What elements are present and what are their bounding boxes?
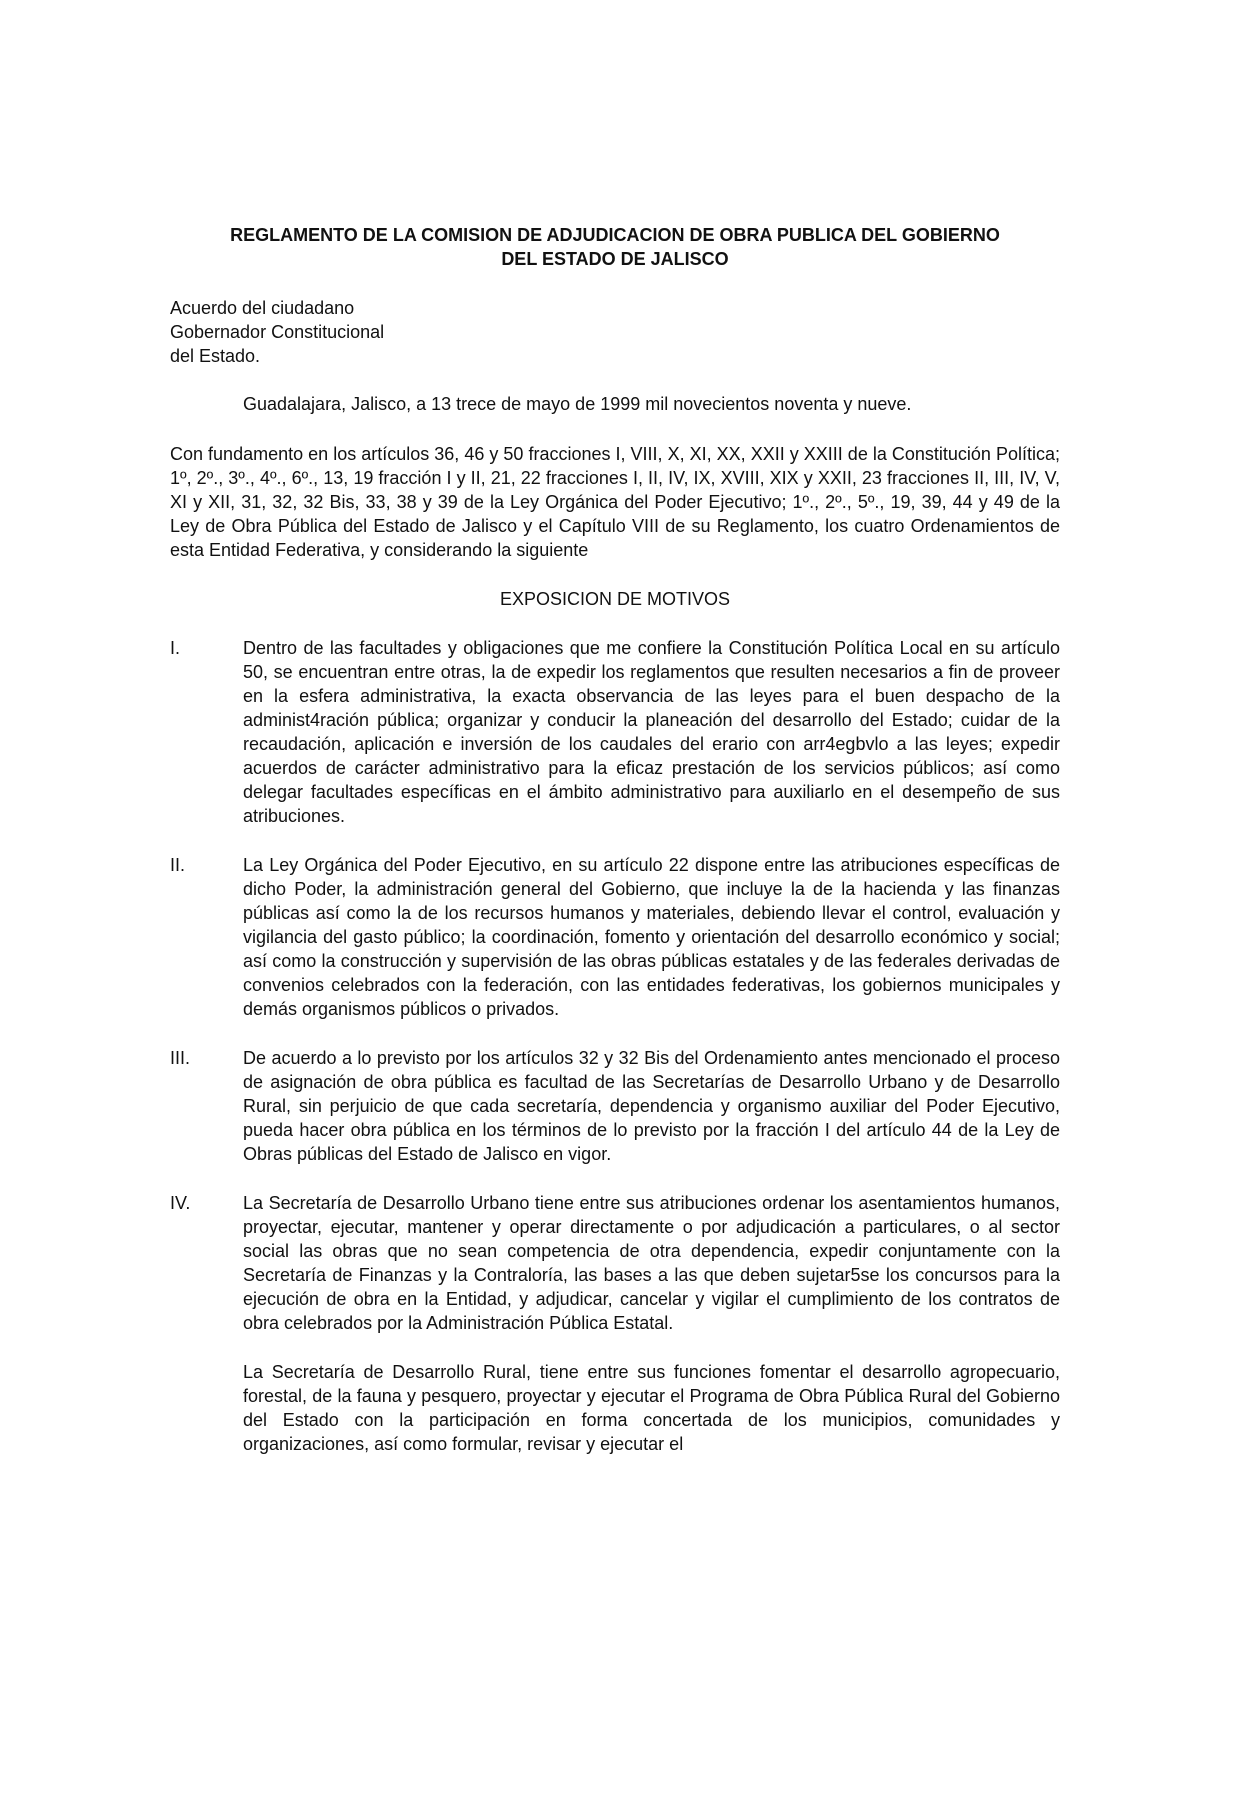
date-line: Guadalajara, Jalisco, a 13 trece de mayo de 1999 mil novecientos noventa y nueve. — [243, 394, 912, 414]
document-title — [170, 223, 1060, 271]
motivo-text: De acuerdo a lo previsto por los artículos 32 y 32 Bis del Ordenamiento antes mencionado el proceso de asignación de obra pública es facultad de las Secretarías de Desarrollo Urbano y de Desarrollo Rural, sin perjuicio de que cada secretaría, dependencia y organismo auxiliar del Poder Ejecutivo, pueda hacer obra pública en los términos de lo previsto por la fracción I del artículo 44 de la Ley de Obras públicas del Estado de Jalisco en vigor. — [243, 1048, 1060, 1164]
acuerdo-block — [170, 296, 1060, 368]
motivo-number: I. — [170, 638, 181, 658]
motivo-text: La Secretaría de Desarrollo Urbano tiene entre sus atribuciones ordenar los asentamientos humanos, proyectar, ejecutar, mantener y operar directamente o por adjudicación a particulares, o al sector social las obras que no sean competencia de otra dependencia, expedir conjuntamente con la Secretaría de Finanzas y la Contraloría, las bases a las que deben sujetar5se los concursos para la ejecución de obra en la Entidad, y adjudicar, cancelar y vigilar el cumplimiento de los contratos de obra celebrados por la Administración Pública Estatal. — [243, 1193, 1060, 1333]
motivo-item — [170, 1046, 1060, 1166]
acuerdo-line: Gobernador Constitucional — [170, 322, 385, 342]
title-line-2: DEL ESTADO DE JALISCO — [501, 249, 729, 269]
motivo-item — [170, 853, 1060, 1021]
fundamento-paragraph: Con fundamento en los artículos 36, 46 y 50 fracciones I, VIII, X, XI, XX, XXII y XXIII de la Constitución Política; 1º, 2º., 3º., 4º., 6º., 13, 19 fracción I y II, 21, 22 fracciones I, II, IV, IX, XVIII, XIX y XXII, 23 fracciones II, III, IV, V, XI y XII, 31, 32, 32 Bis, 33, 38 y 39 de la Ley Orgánica del Poder Ejecutivo; 1º., 2º., 5º., 19, 39, 44 y 49 de la Ley de Obra Pública del Estado de Jalisco y el Capítulo VIII de su Reglamento, los cuatro Ordenamientos de esta Entidad Federativa, y considerando la siguiente — [170, 444, 1060, 560]
continuation-paragraph: La Secretaría de Desarrollo Rural, tiene entre sus funciones fomentar el desarrollo agropecuario, forestal, de la fauna y pesquero, proyectar y ejecutar el Programa de Obra Pública Rural del Gobierno del Estado con la participación en forma concertada de los municipios, comunidades y organizaciones, así como formular, revisar y ejecutar el — [243, 1362, 1060, 1454]
acuerdo-line: del Estado. — [170, 346, 261, 366]
document-body — [170, 223, 1060, 1456]
motivo-text: Dentro de las facultades y obligaciones que me confiere la Constitución Política Local en su artículo 50, se encuentran entre otras, la de expedir los reglamentos que resulten necesarios a fin de proveer en la esfera administrativa, la exacta observancia de las leyes para el buen despacho de la administ4ración pública; organizar y conducir la planeación del desarrollo del Estado; cuidar de la recaudación, aplicación e inversión de los caudales del erario con arr4egbvlo a las leyes; expedir acuerdos de carácter administrativo para la eficaz prestación de los servicios públicos; así como delegar facultades específicas en el ámbito administrativo para auxiliarlo en el desempeño de sus atribuciones. — [243, 638, 1060, 826]
title-line-1: REGLAMENTO DE LA COMISION DE ADJUDICACION DE OBRA PUBLICA DEL GOBIERNO — [230, 225, 1000, 245]
motivo-item — [170, 1191, 1060, 1335]
motivo-number: II. — [170, 855, 186, 875]
section-heading: EXPOSICION DE MOTIVOS — [499, 589, 731, 609]
acuerdo-line: Acuerdo del ciudadano — [170, 298, 355, 318]
motivo-number: IV. — [170, 1193, 191, 1213]
motivo-text: La Ley Orgánica del Poder Ejecutivo, en su artículo 22 dispone entre las atribuciones específicas de dicho Poder, la administración general del Gobierno, que incluye la de la hacienda y las finanzas públicas así como la de los recursos humanos y materiales, debiendo llevar el control, evaluación y vigilancia del gasto público; la coordinación, fomento y orientación del desarrollo económico y social; así como la construcción y supervisión de las obras públicas estatales y de las federales derivadas de convenios celebrados con la federación, con las entidades federativas, los gobiernos municipales y demás organismos públicos o privados. — [243, 855, 1060, 1019]
motivo-number: III. — [170, 1048, 191, 1068]
motivo-item — [170, 636, 1060, 828]
